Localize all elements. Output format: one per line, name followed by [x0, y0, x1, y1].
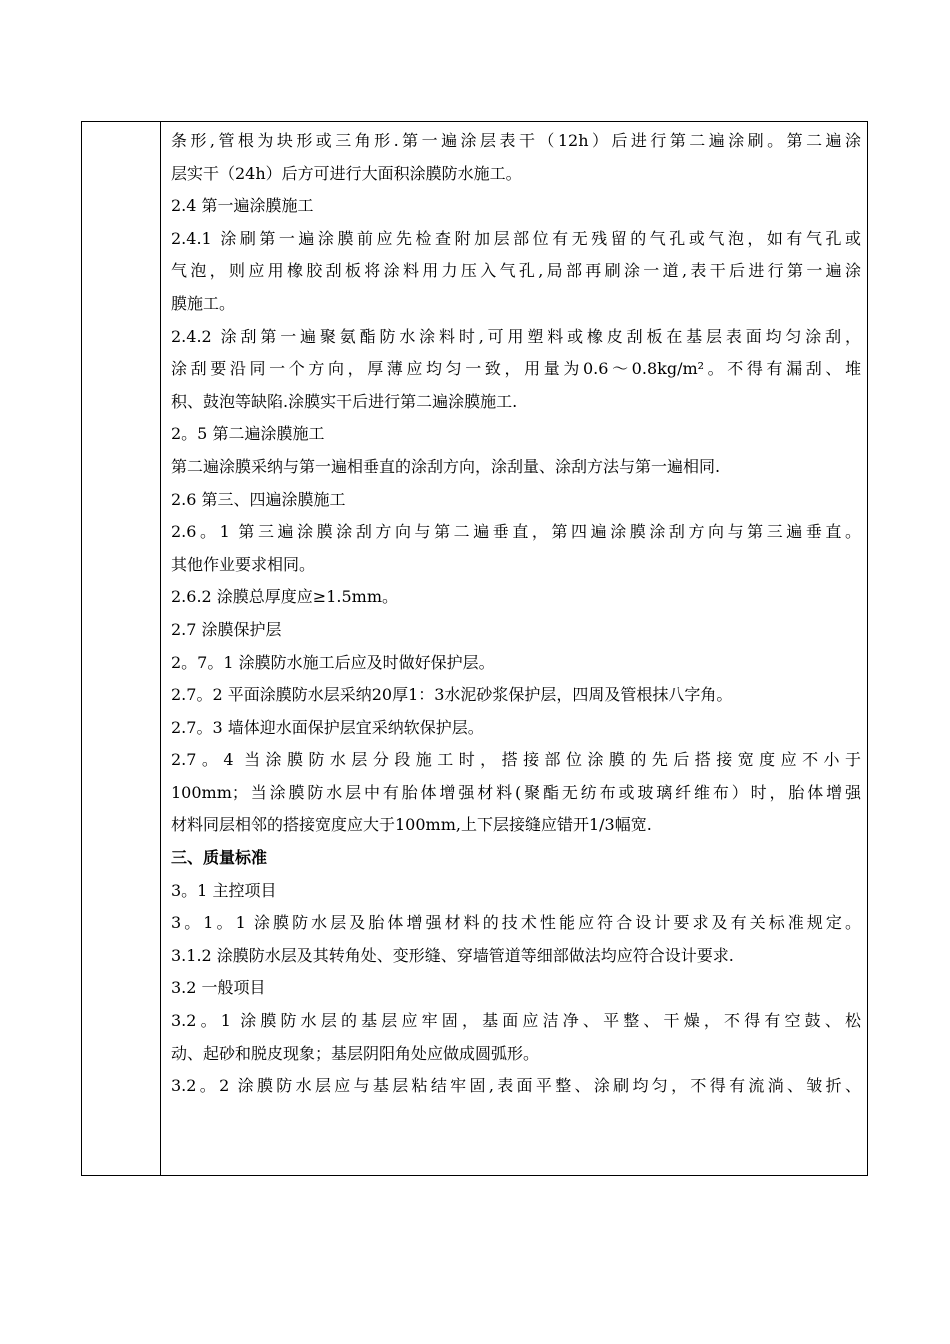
text-line: 2.7。2 平面涂膜防水层采纳20厚1：3水泥砂浆保护层，四周及管根抹八字角。: [171, 685, 733, 705]
text-line: 2.6 第三、四遍涂膜施工: [171, 489, 346, 509]
text-line: 3。1 主控项目: [171, 880, 277, 900]
text-line: 积、鼓泡等缺陷.涂膜实干后进行第二遍涂膜施工.: [171, 391, 518, 411]
text-line: 3.2 一般项目: [171, 978, 266, 998]
text-line: 2.7。4 当涂膜防水层分段施工时，搭接部位涂膜的先后搭接宽度应不小于: [171, 750, 861, 770]
text-line: 2.4.1 涂刷第一遍涂膜前应先检查附加层部位有无残留的气孔或气泡，如有气孔或: [171, 228, 861, 248]
text-line: 2。7。1 涂膜防水施工后应及时做好保护层。: [171, 652, 495, 672]
text-line: 第二遍涂膜采纳与第一遍相垂直的涂刮方向，涂刮量、涂刮方法与第一遍相同.: [171, 456, 721, 476]
text-line: 动、起砂和脱皮现象；基层阴阳角处应做成圆弧形。: [171, 1043, 540, 1063]
text-line: 3.2。2 涂膜防水层应与基层粘结牢固,表面平整、涂刷均匀，不得有流淌、皱折、: [171, 1076, 861, 1096]
text-line: 2.4 第一遍涂膜施工: [171, 196, 314, 216]
document-table: [81, 121, 868, 1176]
text-line: 3。1。1 涂膜防水层及胎体增强材料的技术性能应符合设计要求及有关标准规定。: [171, 913, 861, 933]
text-line: 气泡，则应用橡胶刮板将涂料用力压入气孔,局部再刷涂一道,表干后进行第一遍涂: [171, 261, 861, 281]
text-line: 2.6。1 第三遍涂膜涂刮方向与第二遍垂直，第四遍涂膜涂刮方向与第三遍垂直。: [171, 522, 861, 542]
text-line: 2.7。3 墙体迎水面保护层宜采纳软保护层。: [171, 717, 484, 737]
text-line: 膜施工。: [171, 293, 236, 313]
text-line: 3.1.2 涂膜防水层及其转角处、变形缝、穿墙管道等细部做法均应符合设计要求.: [171, 945, 734, 965]
text-line: 其他作业要求相同。: [171, 554, 316, 574]
text-line: 2.7 涂膜保护层: [171, 619, 282, 639]
text-line: 层实干（24h）后方可进行大面积涂膜防水施工。: [171, 163, 522, 183]
text-line: 2.4.2 涂刮第一遍聚氨酯防水涂料时,可用塑料或橡皮刮板在基层表面均匀涂刮，: [171, 326, 861, 346]
content-cell: [161, 122, 867, 1175]
left-column-cell: [82, 122, 161, 1175]
section-heading: 三、质量标准: [171, 848, 268, 868]
text-line: 2.6.2 涂膜总厚度应≥1.5mm。: [171, 587, 398, 607]
text-line: 涂刮要沿同一个方向，厚薄应均匀一致，用量为0.6～0.8kg/m²。不得有漏刮、堆: [171, 359, 861, 379]
text-line: 条形,管根为块形或三角形.第一遍涂层表干（12h）后进行第二遍涂刷。第二遍涂: [171, 131, 861, 150]
text-line: 3.2。1 涂膜防水层的基层应牢固，基面应洁净、平整、干燥，不得有空鼓、松: [171, 1011, 861, 1031]
text-line: 2。5 第二遍涂膜施工: [171, 424, 325, 444]
text-line: 100mm；当涂膜防水层中有胎体增强材料(聚酯无纺布或玻璃纤维布）时，胎体增强: [171, 782, 861, 802]
text-line: 材料同层相邻的搭接宽度应大于100mm,上下层接缝应错开1/3幅宽.: [171, 815, 652, 835]
